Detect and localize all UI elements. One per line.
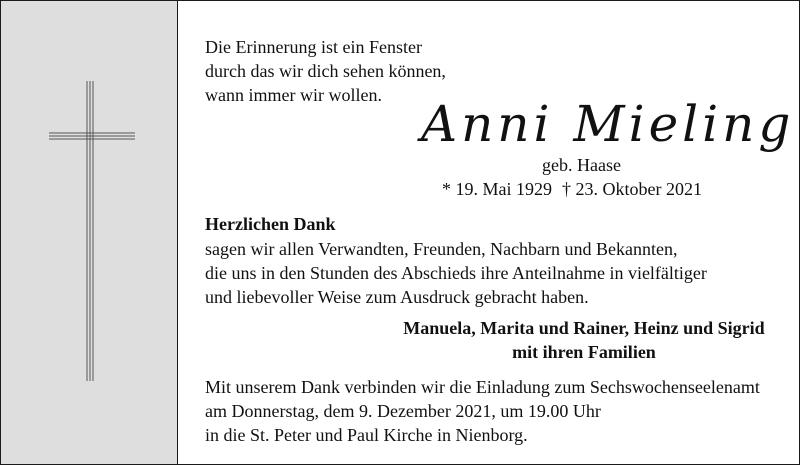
deceased-name: Anni Mieling	[421, 95, 795, 153]
sidebar-panel	[1, 1, 178, 464]
thanks-line: und liebevoller Weise zum Ausdruck gebracht haben.	[205, 287, 589, 307]
signers-block	[397, 316, 771, 364]
death-date: † 23. Oktober 2021	[562, 179, 702, 199]
thanks-line: sagen wir allen Verwandten, Freunden, Nachbarn und Bekannten,	[205, 239, 678, 259]
signers-families: mit ihren Familien	[512, 342, 656, 362]
life-dates	[442, 177, 702, 201]
motto-line: wann immer wir wollen.	[205, 85, 382, 105]
birth-name: geb. Haase	[542, 155, 621, 175]
birth-date: * 19. Mai 1929	[442, 179, 552, 199]
invitation-line: in die St. Peter und Paul Kirche in Nienborg.	[205, 425, 528, 445]
invitation-line: am Donnerstag, dem 9. Dezember 2021, um 19.00 Uhr	[205, 401, 601, 421]
invitation-text	[205, 375, 760, 447]
thanks-line: die uns in den Stunden des Abschieds ihre Anteilnahme in vielfältiger	[205, 263, 707, 283]
invitation-line: Mit unserem Dank verbinden wir die Einladung zum Sechswochenseelenamt	[205, 377, 760, 397]
motto-line: Die Erinnerung ist ein Fenster	[205, 37, 422, 57]
cross-icon	[49, 81, 139, 381]
thanks-text	[205, 237, 707, 309]
motto-line: durch das wir dich sehen können,	[205, 61, 446, 81]
thanks-heading: Herzlichen Dank	[205, 214, 336, 234]
motto-quote	[205, 35, 446, 107]
signers-names: Manuela, Marita und Rainer, Heinz und Sigrid	[403, 318, 765, 338]
